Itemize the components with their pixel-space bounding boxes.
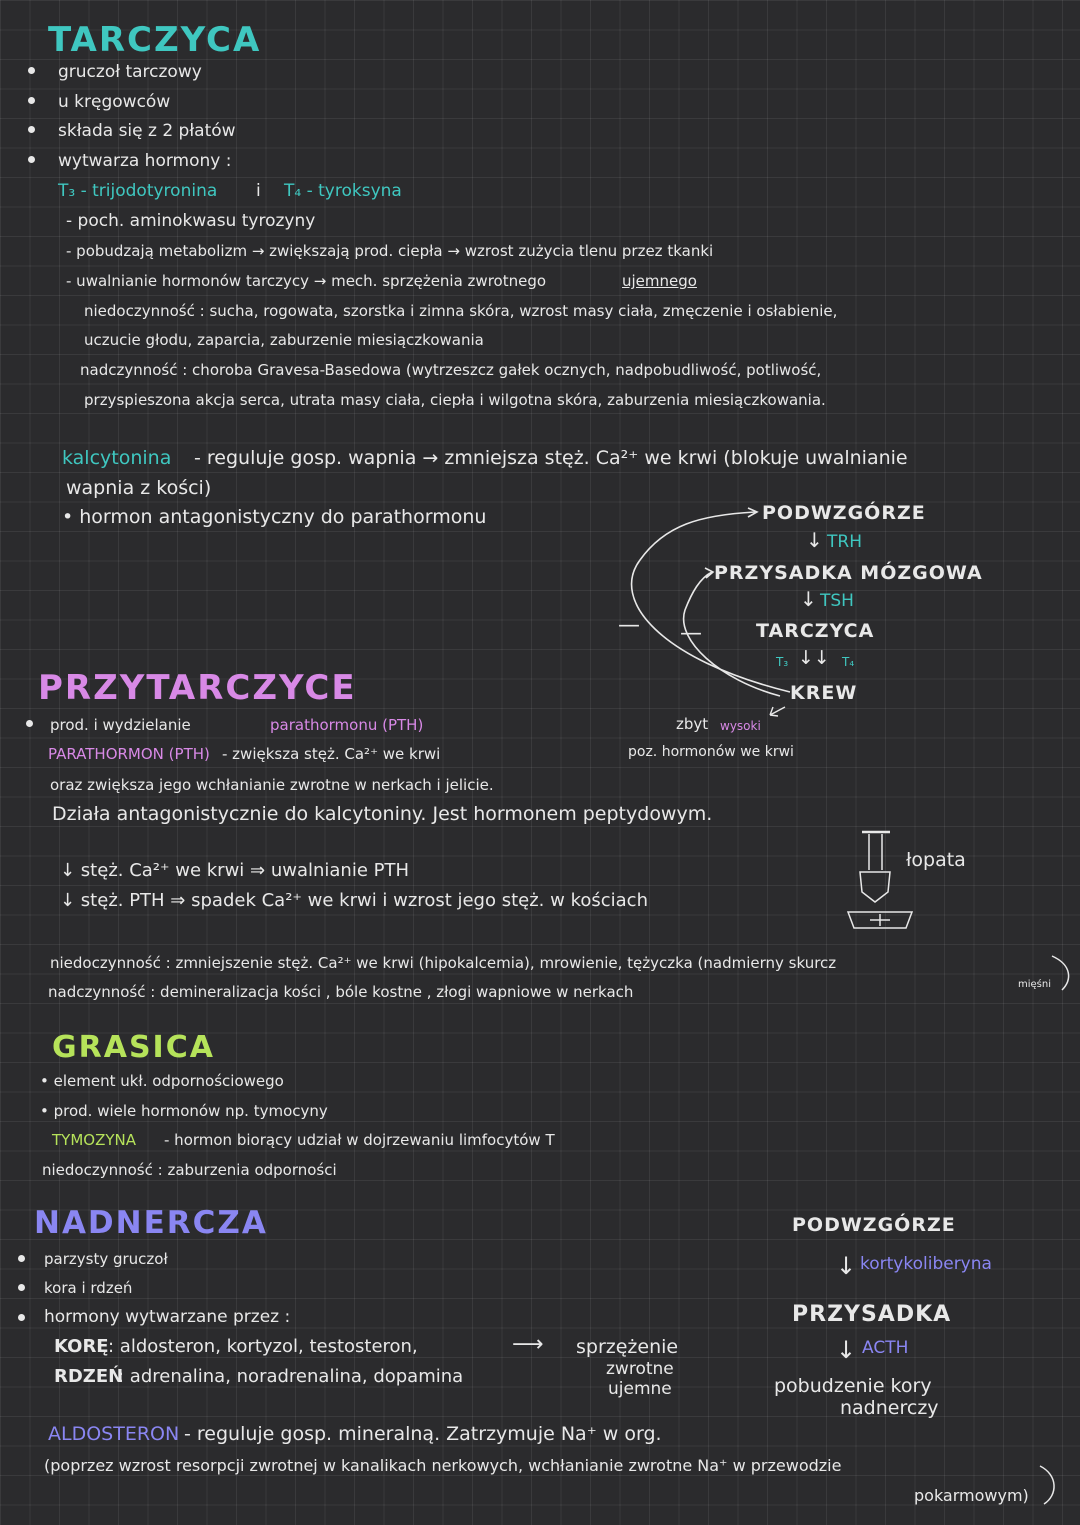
przytarczyce-niedoczynnosc: niedoczynność : zmniejszenie stęż. Ca²⁺ we krwi (hipokalcemia), mrowienie, tężyczka (nadmierny skurcz [50,954,837,972]
parathormon-desc: - zwiększa stęż. Ca²⁺ we krwi [222,745,441,763]
diagram-arrows-down: ↓↓ [798,647,830,669]
bullet-dot [18,1255,25,1262]
grasica-point-1: • element ukł. odpornościowego [40,1072,284,1090]
rdzen-hormones: : adrenalina, noradrenalina, dopamina [118,1366,464,1387]
conjunction-i: i [256,181,261,201]
tarczyca-nadczynnosc-2: przyspieszona akcja serca, utrata masy ciała, ciepła i wilgotna skóra, zaburzenia miesiączkowania. [84,391,826,409]
feedback-label-2: zwrotne [606,1359,674,1379]
diagram-krew: KREW [790,682,858,704]
bullet-dot [18,1314,25,1321]
diagram-podwzgorze: PODWZGÓRZE [762,502,926,524]
parathormon-desc-2: oraz zwiększa jego wchłanianie zwrotne w nerkach i jelicie. [50,776,494,794]
grasica-niedoczynnosc: niedoczynność : zaburzenia odporności [42,1161,337,1179]
diagram-inhibition-minus-2: — [680,621,702,646]
diagram-arrow-down: ↓ [806,528,823,552]
tymozyna-label: TYMOZYNA [52,1131,136,1149]
tarczyca-point-2: u kręgowców [58,92,171,112]
bullet-dot [26,720,33,727]
aldosteron-desc-3: pokarmowym) [914,1486,1029,1505]
diagram-tarczyca: TARCZYCA [756,620,875,642]
kalcytonina-note: • hormon antagonistyczny do parathormonu [62,506,487,528]
parathormon-label: PARATHORMON (PTH) [48,745,210,763]
aldosteron-desc-2: (poprzez wzrost resorpcji zwrotnej w kanalikach nerkowych, wchłanianie zwrotne Na⁺ w przewodzie [44,1456,842,1475]
diagram2-acth: ACTH [862,1338,909,1358]
tarczyca-niedoczynnosc-1: niedoczynność : sucha, rogowata, szorstka i zimna skóra, wzrost masy ciała, zmęczenie i osłabienie, [84,302,838,320]
przytarczyce-nadczynnosc: nadczynność : demineralizacja kości , bóle kostne , złogi wapniowe w nerkach [48,983,634,1001]
tarczyca-detail-2: - pobudzają metabolizm → zwiększają prod. ciepła → wzrost zużycia tlenu przez tkanki [66,242,714,260]
hormone-t3: T₃ - trijodotyronina [58,181,218,201]
tarczyca-detail-3-emphasis: ujemnego [622,272,697,290]
hormone-t4: T₄ - tyroksyna [284,181,402,201]
diagram-trh: TRH [827,532,862,552]
diagram-przysadka: PRZYSADKA MÓZGOWA [714,562,983,584]
aldosteron-label: ALDOSTERON [48,1423,180,1445]
diagram-t4: T₄ [842,655,855,669]
diagram2-podwzgorze: PODWZGÓRZE [792,1214,956,1236]
kalcytonina-label: kalcytonina [62,447,172,469]
grasica-point-2: • prod. wiele hormonów np. tymocyny [40,1102,328,1120]
diagram-note-b: wysoki [720,719,761,733]
tymozyna-desc: - hormon biorący udział w dojrzewaniu limfocytów T [164,1131,555,1149]
diagram-inhibition-minus-1: — [618,613,640,638]
kora-label: KORĘ [54,1336,109,1357]
section-title-przytarczyce: PRZYTARCZYCE [38,668,357,708]
przytarczyce-point-1a: prod. i wydzielanie [50,716,191,734]
tarczyca-point-3: składa się z 2 płatów [58,121,236,141]
pth-rule-2: ↓ stęż. PTH ⇒ spadek Ca²⁺ we krwi i wzrost jego stęż. w kościach [60,890,648,911]
przytarczyce-point-1b: parathormonu (PTH) [270,716,424,734]
diagram-note-a: zbyt [676,715,709,733]
tarczyca-nadczynnosc-1: nadczynność : choroba Gravesa-Basedowa (wytrzeszcz gałek ocznych, nadpobudliwość, potliwość, [80,361,822,379]
kora-hormones: : aldosteron, kortyzol, testosteron, [108,1336,418,1357]
tarczyca-detail-1: - poch. aminokwasu tyrozyny [66,211,316,231]
diagram-note-c: poz. hormonów we krwi [628,744,794,760]
pth-rule-1: ↓ stęż. Ca²⁺ we krwi ⇒ uwalnianie PTH [60,860,410,881]
diagram2-effect-1: pobudzenie kory [774,1375,932,1397]
kalcytonina-desc-2: wapnia z kości) [66,477,212,499]
przytarczyce-miesni: mięśni [1018,979,1051,990]
rdzen-label: RDZEŃ [54,1366,124,1387]
tarczyca-point-1: gruczoł tarczowy [58,62,202,82]
tarczyca-niedoczynnosc-2: uczucie głodu, zaparcia, zaburzenie miesiączkowania [84,331,484,349]
nadnercza-point-2: kora i rdzeń [44,1279,133,1297]
nadnercza-point-3: hormony wytwarzane przez : [44,1307,291,1327]
section-title-tarczyca: TARCZYCA [48,20,262,60]
diagram-arrow-down: ↓ [800,587,817,611]
diagram2-arrow-down: ↓ [836,1252,857,1280]
tarczyca-detail-3: - uwalnianie hormonów tarczycy → mech. sprzężenia zwrotnego [66,272,547,290]
section-title-grasica: GRASICA [52,1030,215,1065]
diagram2-arrow-down: ↓ [836,1336,857,1364]
diagram2-effect-2: nadnerczy [840,1397,939,1419]
section-title-nadnercza: NADNERCZA [34,1205,268,1241]
kalcytonina-desc: - reguluje gosp. wapnia → zmniejsza stęż. Ca²⁺ we krwi (blokuje uwalnianie [194,447,908,469]
diagram2-przysadka: PRZYSADKA [792,1302,952,1327]
diagram2-kortykoliberyna: kortykoliberyna [860,1254,992,1274]
aldosteron-desc: - reguluje gosp. mineralną. Zatrzymuje Na⁺ w org. [184,1423,662,1445]
nadnercza-point-1: parzysty gruczoł [44,1250,168,1268]
diagram-tsh: TSH [820,591,854,611]
feedback-arrow: ⟶ [512,1332,544,1357]
parathormon-desc-3: Działa antagonistycznie do kalcytoniny. Jest hormonem peptydowym. [52,803,713,825]
lopata-label: łopata [906,849,966,871]
feedback-label-1: sprzężenie [576,1336,679,1358]
bullet-dot [18,1284,25,1291]
feedback-label-3: ujemne [608,1379,672,1399]
tarczyca-point-4: wytwarza hormony : [58,151,232,171]
diagram-t3: T₃ [776,655,789,669]
